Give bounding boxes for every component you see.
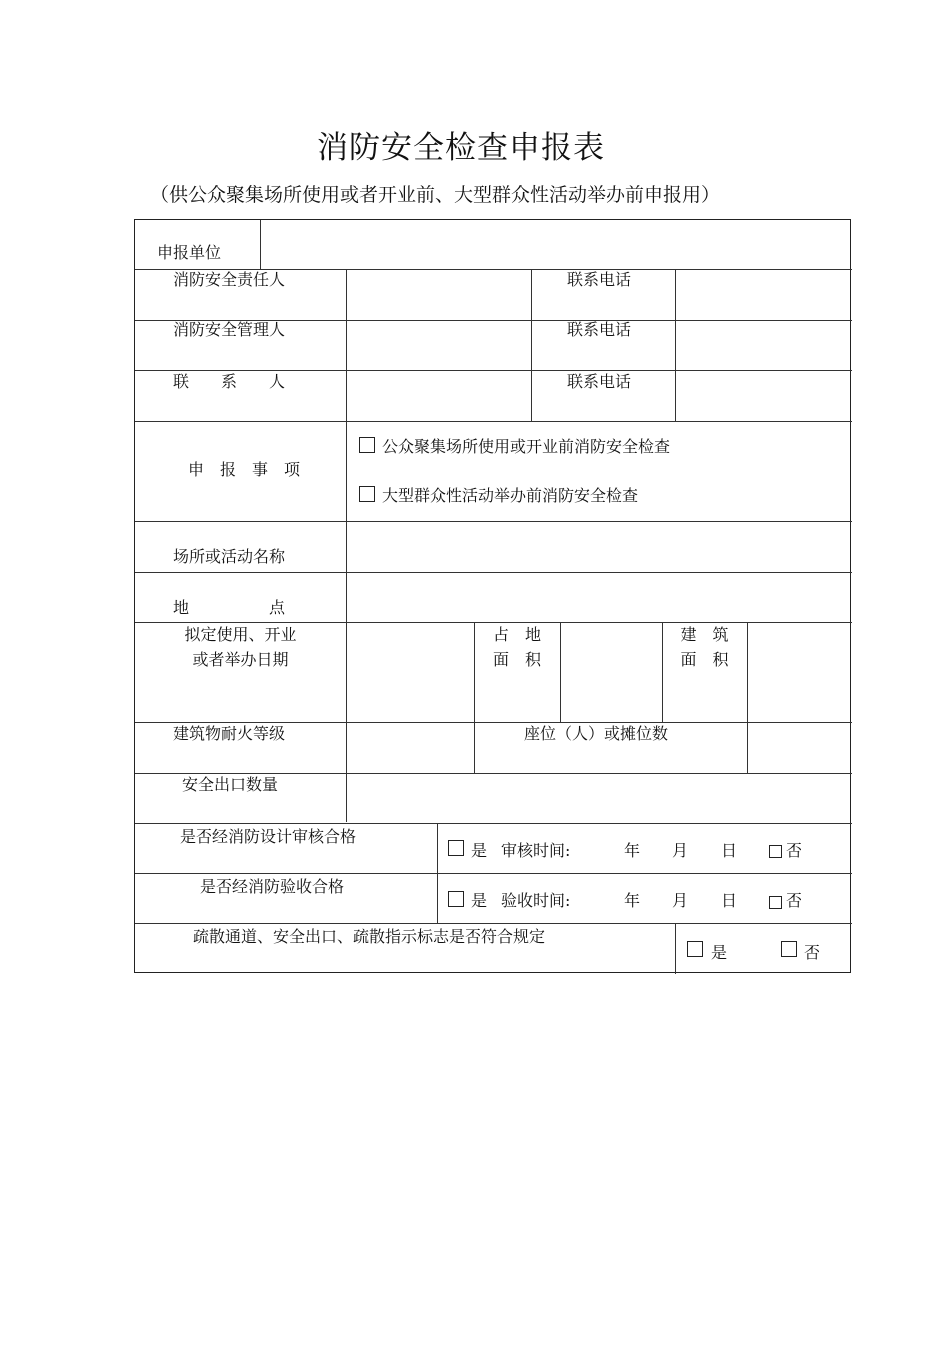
public-venue-option-label: 公众聚集场所使用或开业前消防安全检查 xyxy=(382,437,671,456)
fire-rating-field[interactable] xyxy=(347,723,474,773)
safety-responsible-field[interactable] xyxy=(347,270,531,320)
form-subtitle: （供公众聚集场所使用或者开业前、大型群众性活动举办前申报用） xyxy=(150,184,721,206)
planned-date-label-line1: 拟定使用、开业 xyxy=(184,625,297,644)
col-divider xyxy=(531,269,532,421)
applicant-unit-field[interactable] xyxy=(261,220,851,269)
design-review-yes-checkbox[interactable] xyxy=(448,840,464,856)
phone-label-1: 联系电话 xyxy=(567,270,632,289)
declaration-items-label: 申 报 事 项 xyxy=(188,460,301,479)
public-venue-checkbox[interactable] xyxy=(359,437,375,453)
evacuation-yes-checkbox[interactable] xyxy=(687,941,703,957)
address-label: 地 点 xyxy=(173,598,286,617)
row-divider xyxy=(135,421,852,422)
safety-manager-field[interactable] xyxy=(347,321,531,370)
acceptance-yes-label: 是 xyxy=(471,891,488,910)
acceptance-no-label: 否 xyxy=(786,891,803,910)
review-time-label: 审核时间: xyxy=(501,841,571,860)
venue-name-field[interactable] xyxy=(347,522,851,572)
building-area-label-line2: 面 积 xyxy=(680,650,729,669)
acceptance-no-checkbox[interactable] xyxy=(769,896,782,909)
evacuation-no-checkbox[interactable] xyxy=(781,941,797,957)
design-review-label: 是否经消防设计审核合格 xyxy=(180,827,357,846)
phone-label-2: 联系电话 xyxy=(567,320,632,339)
venue-name-label: 场所或活动名称 xyxy=(173,547,286,566)
design-review-no-checkbox[interactable] xyxy=(769,845,782,858)
design-review-no-label: 否 xyxy=(786,841,803,860)
building-area-field[interactable] xyxy=(748,623,851,722)
planned-date-label-line2: 或者举办日期 xyxy=(192,650,289,669)
acceptance-time-label: 验收时间: xyxy=(501,891,571,910)
evacuation-no-label: 否 xyxy=(804,943,821,962)
safety-manager-label: 消防安全管理人 xyxy=(173,320,286,339)
review-day-label: 日 xyxy=(721,841,738,860)
land-area-label-line2: 面 积 xyxy=(492,650,541,669)
acceptance-day-label: 日 xyxy=(721,891,738,910)
building-area-label xyxy=(662,622,747,672)
review-month-label: 月 xyxy=(672,841,689,860)
seats-label: 座位（人）或摊位数 xyxy=(524,724,669,743)
large-event-checkbox[interactable] xyxy=(359,486,375,502)
phone-field-1[interactable] xyxy=(676,270,851,320)
fire-rating-label: 建筑物耐火等级 xyxy=(173,724,286,743)
row-divider xyxy=(135,923,852,924)
evacuation-yes-label: 是 xyxy=(711,943,728,962)
review-year-label: 年 xyxy=(624,841,641,860)
form-title: 消防安全检查申报表 xyxy=(317,130,605,166)
col-divider xyxy=(437,823,438,923)
row-divider xyxy=(135,823,852,824)
acceptance-month-label: 月 xyxy=(672,891,689,910)
design-review-yes-label: 是 xyxy=(471,841,488,860)
exit-count-field[interactable] xyxy=(347,774,851,823)
col-divider xyxy=(675,923,676,974)
acceptance-yes-checkbox[interactable] xyxy=(448,891,464,907)
exit-count-label: 安全出口数量 xyxy=(182,775,279,794)
declaration-form-table xyxy=(134,219,851,973)
safety-responsible-label: 消防安全责任人 xyxy=(173,270,286,289)
seats-field[interactable] xyxy=(748,723,851,773)
land-area-field[interactable] xyxy=(561,623,662,722)
address-field[interactable] xyxy=(347,573,851,622)
contact-person-field[interactable] xyxy=(347,371,531,421)
acceptance-label: 是否经消防验收合格 xyxy=(200,877,345,896)
planned-date-field[interactable] xyxy=(347,623,474,722)
planned-date-label xyxy=(135,622,346,672)
evacuation-label: 疏散通道、安全出口、疏散指示标志是否符合规定 xyxy=(193,927,546,946)
land-area-label-line1: 占 地 xyxy=(492,625,541,644)
phone-field-2[interactable] xyxy=(676,321,851,370)
phone-label-3: 联系电话 xyxy=(567,372,632,391)
phone-field-3[interactable] xyxy=(676,371,851,421)
acceptance-year-label: 年 xyxy=(624,891,641,910)
building-area-label-line1: 建 筑 xyxy=(680,625,729,644)
land-area-label xyxy=(474,622,560,672)
contact-person-label: 联 系 人 xyxy=(173,372,286,391)
row-divider xyxy=(135,873,852,874)
applicant-unit-label: 申报单位 xyxy=(157,243,222,262)
large-event-option-label: 大型群众性活动举办前消防安全检查 xyxy=(382,486,639,505)
